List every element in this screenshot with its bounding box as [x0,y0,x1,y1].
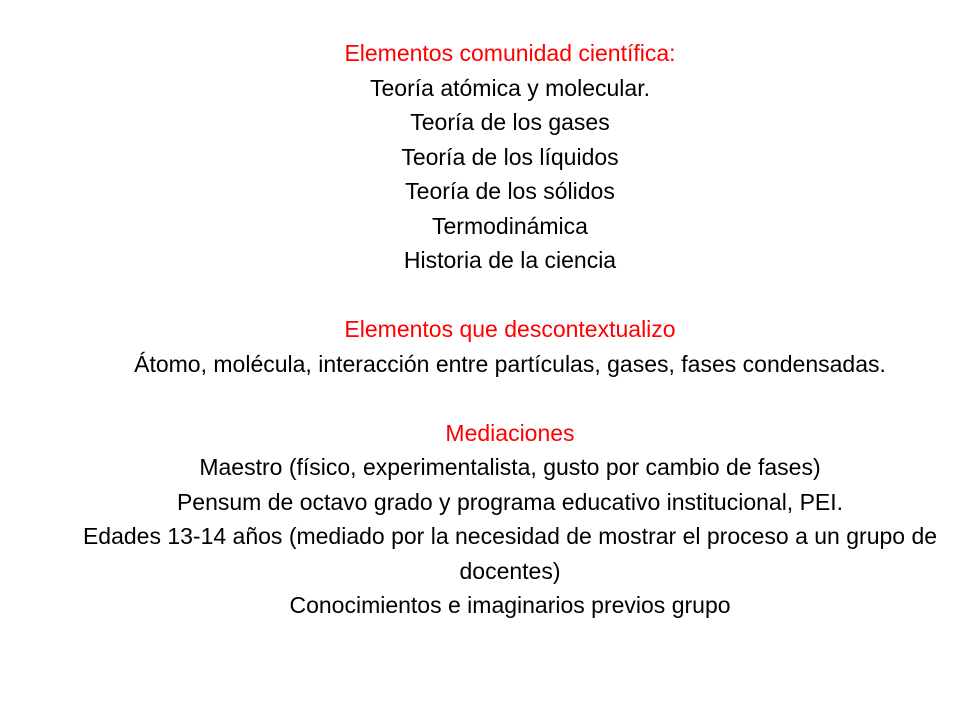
list-item: Átomo, molécula, interacción entre partículas, gases, fases condensadas. [134,350,886,377]
list-item: Teoría de los líquidos [401,143,619,170]
slide-content [80,36,940,623]
list-item: Pensum de octavo grado y programa educativo institucional, PEI. [176,488,844,515]
section-mediaciones [80,416,940,623]
list-item: Termodinámica [432,212,588,239]
list-item: Maestro (físico, experimentalista, gusto por cambio de fases) [199,454,821,480]
list-item: Edades 13-14 años (mediado por la necesidad de mostrar el proceso a un grupo de docentes) [82,523,938,584]
section-comunidad-cientifica [80,36,940,278]
list-item: Teoría atómica y molecular. [370,74,650,101]
list-item: Historia de la ciencia [403,247,617,273]
section-heading: Elementos que descontextualizo [344,316,676,342]
section-heading: Elementos comunidad científica: [344,40,676,66]
section-descontextualizo [80,312,940,381]
list-item: Conocimientos e imaginarios previos grupo [289,592,731,618]
section-heading: Mediaciones [445,419,575,446]
list-item: Teoría de los sólidos [405,178,615,204]
list-item: Teoría de los gases [410,109,610,135]
